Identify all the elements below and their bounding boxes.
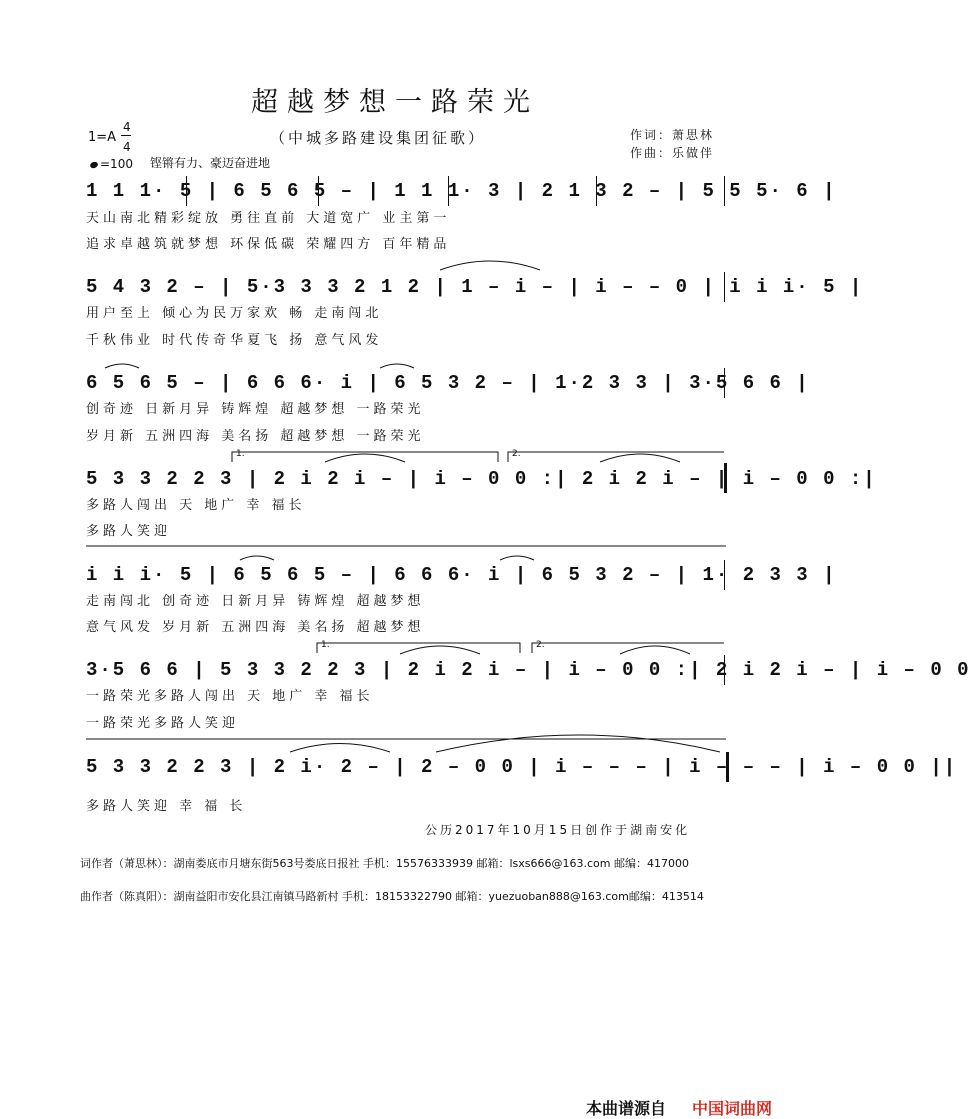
tempo-marking	[90, 157, 133, 171]
key-signature: 1=A	[88, 130, 117, 145]
tie-slur	[500, 556, 534, 560]
composer-contact: 曲作者（陈真阳）：湖南益阳市安化县江南镇马路新村 手机：18153322790 邮箱：yuezuoban888@163.com邮编：413514	[80, 890, 704, 903]
lyric-row-1-verse-2: 追求卓越筑就梦想 环保低碳 荣耀四方 百年精品	[86, 237, 451, 252]
volta-2-label-b: 2.	[536, 640, 545, 650]
song-subtitle: （中城多路建设集团征歌）	[270, 129, 487, 147]
volta-2-label: 2.	[512, 449, 521, 459]
lyric-row-2-verse-2: 千秋伟业 时代传奇华夏飞 扬 意气风发	[86, 333, 383, 348]
bar-line	[596, 176, 597, 206]
tie-slur	[436, 735, 720, 752]
bar-line	[318, 176, 319, 206]
volta-1-bracket-b	[317, 643, 520, 653]
tie-slur	[440, 261, 540, 270]
time-signature-bottom: 4	[123, 140, 131, 154]
final-bar-line	[726, 752, 729, 782]
lyric-row-3-verse-1: 创奇迹 日新月异 铸辉煌 超越梦想 一路荣光	[86, 402, 425, 417]
bar-line	[724, 560, 725, 590]
lyric-row-5-verse-1: 走南闯北 创奇迹 日新月异 铸辉煌 超越梦想	[86, 594, 425, 609]
expression-marking: 铿锵有力、豪迈奋进地	[150, 156, 271, 170]
repeat-bar-line	[724, 463, 727, 493]
notation-row-1: 1 1 1· 5 | 6 5 6 5 – | 1 1 1· 3 | 2 1 3 2 – | 5 5 5· 6 |	[86, 180, 837, 202]
lyric-row-6-verse-1: 一路荣光多路人闯出 天 地广 幸 福长	[86, 689, 374, 704]
bar-line	[186, 176, 187, 206]
tie-slur	[240, 556, 274, 560]
source-label: 本曲谱源自	[586, 1099, 667, 1118]
bar-line	[724, 176, 725, 206]
time-signature-line	[121, 135, 131, 136]
lyric-row-7-verse-1: 多路人笑迎 幸 福 长	[86, 799, 247, 814]
lyricist-contact: 词作者（萧思林）：湖南娄底市月塘东街563号娄底日报社 手机：15576333939 邮箱：lsxs666@163.com 邮编：417000	[80, 857, 689, 870]
lyric-row-2-verse-1: 用户至上 倾心为民万家欢 畅 走南闯北	[86, 306, 383, 321]
half-note-icon	[89, 161, 99, 169]
volta-1-label: 1.	[236, 449, 245, 459]
notation-row-6: 3·5 6 6 | 5 3 3 2 2 3 | 2 i 2 i – | i – 0 0 :| 2 i 2 i – | i – 0 0	[86, 659, 971, 681]
notation-row-2: 5 4 3 2 – | 5·3 3 3 2 1 2 | 1 – i – | i – – 0 | i i i· 5 |	[86, 276, 864, 298]
tie-slur	[325, 454, 405, 462]
lyric-row-3-verse-2: 岁月新 五洲四海 美名扬 超越梦想 一路荣光	[86, 429, 425, 444]
source-site-link[interactable]: 中国词曲网	[692, 1099, 773, 1118]
bar-line	[448, 176, 449, 206]
tie-slur	[600, 454, 680, 462]
lyric-row-6-verse-2: 一路荣光多路人笑迎	[86, 716, 240, 731]
tie-slur	[290, 744, 390, 753]
bar-line	[724, 368, 725, 398]
notation-row-5: i i i· 5 | 6 5 6 5 – | 6 6 6· i | 6 5 3 2 – | 1· 2 3 3 |	[86, 564, 837, 586]
creation-date: 公历2017年10月15日创作于湖南安化	[425, 823, 691, 837]
lyric-row-4-verse-2: 多路人笑迎	[86, 524, 172, 539]
volta-1-label-b: 1.	[321, 640, 330, 650]
tempo-value: =100	[100, 157, 133, 171]
volta-2-bracket-b	[532, 643, 724, 653]
time-signature-top: 4	[123, 120, 131, 134]
lyric-row-1-verse-1: 天山南北精彩绽放 勇往直前 大道宽广 业主第一	[86, 211, 451, 226]
notation-row-4: 5 3 3 2 2 3 | 2 i 2 i – | i – 0 0 :| 2 i 2 i – | i – 0 0 :|	[86, 468, 877, 490]
tie-slur	[620, 646, 690, 654]
bar-line	[724, 272, 725, 302]
song-title: 超越梦想一路荣光	[251, 87, 539, 118]
volta-2-bracket	[508, 452, 724, 462]
volta-1-bracket	[232, 452, 498, 462]
tie-slur	[400, 646, 480, 654]
tie-slur	[380, 364, 414, 368]
tie-slur	[105, 364, 139, 368]
composer-credit: 作曲：乐做伴	[630, 146, 715, 160]
notation-row-3: 6 5 6 5 – | 6 6 6· i | 6 5 3 2 – | 1·2 3 3 | 3·5 6 6 |	[86, 372, 810, 394]
lyric-row-5-verse-2: 意气风发 岁月新 五洲四海 美名扬 超越梦想	[86, 620, 425, 635]
lyric-row-4-verse-1: 多路人闯出 天 地广 幸 福长	[86, 498, 306, 513]
lyricist-credit: 作词：萧思林	[630, 128, 715, 142]
notation-row-7: 5 3 3 2 2 3 | 2 i· 2 – | 2 – 0 0 | i – – – | i – – – | i – 0 0 ||	[86, 756, 958, 778]
bar-line	[724, 655, 725, 685]
